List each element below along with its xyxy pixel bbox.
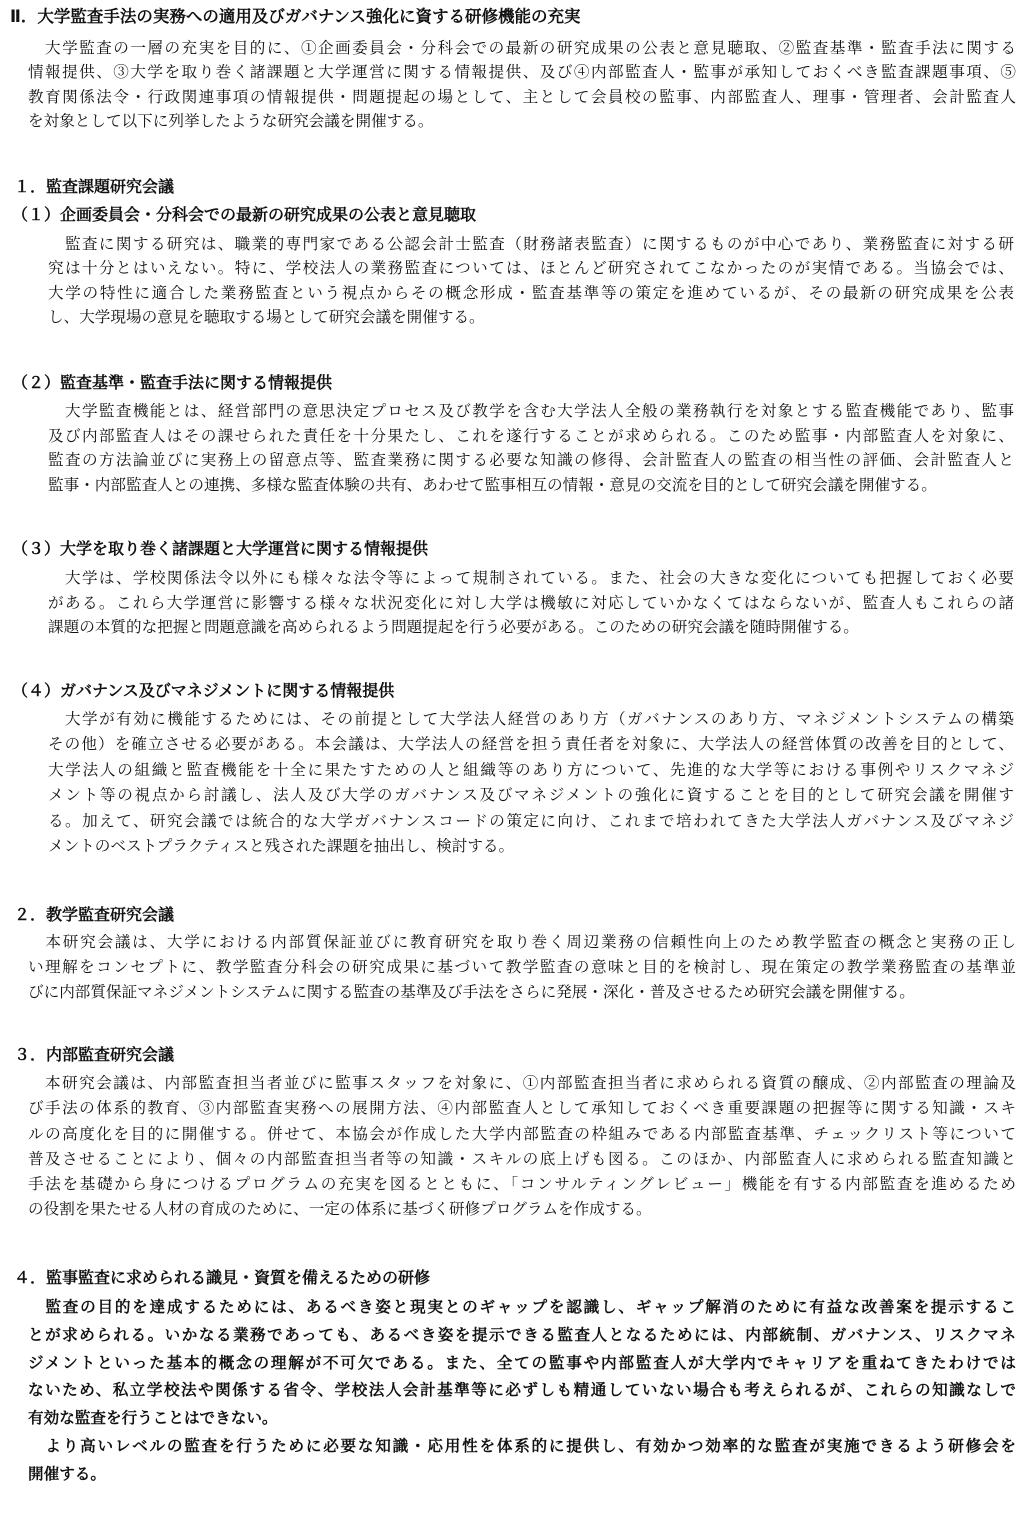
paragraph-line: 究は十分とはいえない。特に、学校法人の業務監査については、ほとんど研究されてこなかったのが実情である。当協会では、 [48,259,1014,278]
paragraph-line: 及び内部監査人はその課せられた責任を十分果たし、これを遂行することが求められる。このため監事・内部監査人を対象に、 [48,426,1014,445]
subsection-1-2-paragraph [48,399,1014,497]
section-4-title: ４．監事監査に求められる識見・資質を備えるための研修 [14,1268,431,1287]
paragraph-line: 監査の目的を達成するためには、あるべき姿と現実とのギャップを認識し、ギャップ解消のために有益な改善案を提示するこ [28,1297,1016,1316]
paragraph-line: メント等の視点から討議し、法人及び大学のガバナンス及びマネジメントの強化に資することを目的として研究会議を開催す [48,786,1014,805]
section-1-title: １．監査課題研究会議 [14,177,175,196]
paragraph-line: 手法を基礎から身につけるプログラムの充実を図るとともに、「コンサルティングレビュー」機能を有する内部監査を進めるため [28,1175,1016,1194]
paragraph-line: その他）を確立させる必要がある。本会議は、大学法人の経営を担う責任者を対象に、大学法人の経営体質の改善を目的として、 [48,735,1014,754]
paragraph-line: メントのベストプラクティスと残された課題を抽出し、検討する。 [48,837,515,856]
paragraph-line: 本研究会議は、大学における内部質保証並びに教育研究を取り巻く周辺業務の信頼性向上のため教学監査の概念と実務の正し [28,933,1016,951]
paragraph-line: ジメントといった基本的概念の理解が不可欠である。また、全ての監事や内部監査人が大学内でキャリアを重ねてきたわけでは [28,1352,1016,1372]
paragraph-line: 大学法人の組織と監査機能を十全に果たすための人と組織等のあり方について、先進的な大学等における事例やリスクマネジ [48,760,1014,779]
paragraph-line: 監査に関する研究は、職業的専門家である公認会計士監査（財務諸表監査）に関するものが中心であり、業務監査に対する研 [48,235,1014,253]
subsection-1-4-paragraph [48,707,1014,859]
section-4-paragraph [28,1293,1016,1488]
paragraph-line: る。加えて、研究会議では統合的な大学ガバナンスコードの策定に向け、これまで培われてきた大学法人ガバナンス及びマネジ [48,811,1014,830]
paragraph-line: の役割を果たせる人材の育成のために、一定の体系に基づく研修プログラムを作成する。 [28,1200,652,1219]
paragraph-line: より高いレベルの監査を行うために必要な知識・応用性を体系的に提供し、有効かつ効率的な監査が実施できるよう研修会を [28,1435,1016,1455]
intro-paragraph [28,36,1016,133]
intro-line: 情報提供、③大学を取り巻く諸課題と大学運営に関する情報提供、及び④内部監査人・監事が承知しておくべき監査課題事項、⑤ [28,63,1016,82]
paragraph-line: 開催する。 [28,1463,106,1483]
paragraph-line: びに内部質保証マネジメントシステムに関する監査の基準及び手法をさらに発展・深化・普及させるため研究会議を開催する。 [28,983,915,1001]
subsection-1-1-title: （１）企画委員会・分科会での最新の研究成果の公表と意見聴取 [12,205,477,224]
paragraph-line: 有効な監査を行うことはできない。 [28,1408,278,1428]
paragraph-line: ルの高度化を目的に開催する。併せて、本協会が作成した大学内部監査の枠組みである内部監査基準、チェックリスト等について [28,1124,1016,1143]
paragraph-line: い理解をコンセプトに、教学監査分科会の研究成果に基づいて教学監査の意味と目的を検討し、現在策定の教学業務監査の基準並 [28,958,1016,976]
paragraph-line: 大学が有効に機能するためには、その前提として大学法人経営のあり方（ガバナンスのあり方、マネジメントシステムの構築 [48,710,1014,728]
paragraph-line: 課題の本質的な把握と問題意識を高められるよう問題提起を行う必要がある。このための研究会議を随時開催する。 [48,618,859,637]
intro-line: 教育関係法令・行政関連事項の情報提供・問題提起の場として、主として会員校の監事、内部監査人、理事・管理者、会計監査人 [28,87,1016,106]
paragraph-line: 大学は、学校関係法令以外にも様々な法令等によって規制されている。また、社会の大きな変化についても把握しておく必要 [48,569,1014,587]
section-2-title: ２．教学監査研究会議 [14,905,175,924]
section-heading-ii: Ⅱ．大学監査手法の実務への適用及びガバナンス強化に資する研修機能の充実 [10,7,581,26]
paragraph-line: 監査の方法論並びに実務上の留意点等、監査業務に関する必要な知識の修得、会計監査人の監査の相当性の評価、会計監査人と [48,451,1014,470]
intro-line: 大学監査の一層の充実を目的に、①企画委員会・分科会での最新の研究成果の公表と意見聴取、②監査基準・監査手法に関する [28,39,1016,57]
subsection-1-2-title: （２）監査基準・監査手法に関する情報提供 [12,373,333,392]
subsection-1-3-paragraph [48,566,1014,640]
paragraph-line: 普及させることにより、個々の内部監査担当者等の知識・スキルの底上げも図る。このほか、内部監査人に求められる監査知識と [28,1149,1016,1168]
subsection-1-4-title: （４）ガバナンス及びマネジメントに関する情報提供 [12,681,395,700]
intro-line: を対象として以下に列挙したような研究会議を開催する。 [28,111,434,130]
paragraph-line: し、大学現場の意見を聴取する場として研究会議を開催する。 [48,307,485,326]
paragraph-line: 監事・内部監査人との連携、多様な監査体験の共有、あわせて監事相互の情報・意見の交流を目的として研究会議を開催する。 [48,475,937,494]
subsection-1-1-paragraph [48,232,1014,329]
subsection-1-3-title: （３）大学を取り巻く諸課題と大学運営に関する情報提供 [12,539,429,558]
paragraph-line: 本研究会議は、内部監査担当者並びに監事スタッフを対象に、①内部監査担当者に求められる資質の醸成、②内部監査の理論及 [28,1074,1016,1092]
section-2-paragraph [28,930,1016,1005]
paragraph-line: 大学の特性に適合した業務監査という視点からその概念形成・監査基準等の策定を進めているが、その最新の研究成果を公表 [48,283,1014,302]
paragraph-line: ないため、私立学校法や関係する省令、学校法人会計基準等に必ずしも精通していない場合も考えられるが、これらの知識なしで [28,1380,1016,1400]
paragraph-line: とが求められる。いかなる業務であっても、あるべき姿を提示できる監査人となるためには、内部統制、ガバナンス、リスクマネ [28,1324,1016,1344]
section-3-paragraph [28,1071,1016,1223]
section-3-title: ３．内部監査研究会議 [14,1045,175,1064]
paragraph-line: がある。これら大学運営に影響する様々な状況変化に対し大学は機敏に対応していかなくてはならないが、監査人もこれらの諸 [48,593,1014,612]
paragraph-line: 大学監査機能とは、経営部門の意思決定プロセス及び教学を含む大学法人全般の業務執行を対象とする監査機能であり、監事 [48,402,1014,420]
paragraph-line: び手法の体系的教育、③内部監査実務への展開方法、④内部監査人として承知しておくべき重要課題の把握等に関する知識・スキ [28,1099,1016,1118]
